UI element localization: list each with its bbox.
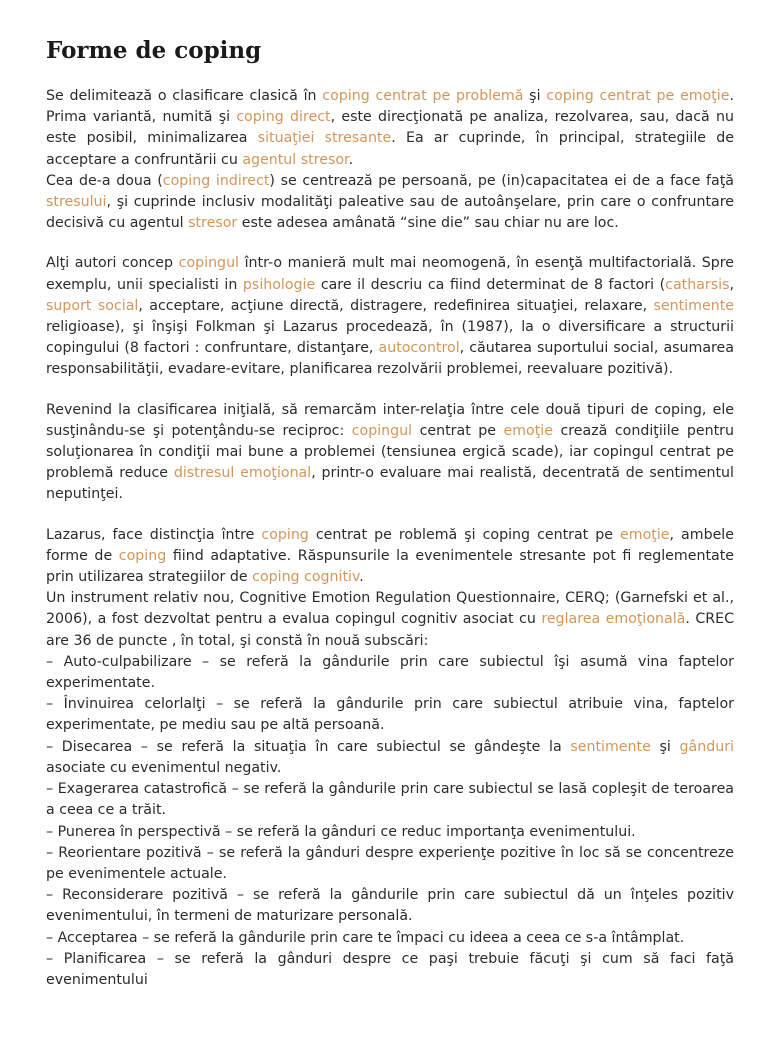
inline-link[interactable]: autocontrol xyxy=(378,340,460,357)
paragraph-text: , acceptare, acţiune directă, distragere, redefinirea situaţiei, relaxare, xyxy=(138,297,654,314)
inline-link[interactable]: emoţie xyxy=(620,526,670,543)
paragraph-text: – Auto-culpabilizare – se referă la gândurile prin care subiectul îşi asumă vina faptelor experimentate. xyxy=(46,653,734,692)
inline-link[interactable]: coping indirect xyxy=(162,172,270,189)
inline-link[interactable]: copingul xyxy=(351,422,413,439)
paragraph-text: crează condiţiile pentru soluţionarea în condiţii mai bune a problemei (tensiunea ergică scade), iar copingul centrat pe problemă reduce xyxy=(46,422,734,482)
paragraph-text: Lazarus, face distincţia între xyxy=(46,526,262,543)
paragraph-text: şi xyxy=(650,738,680,755)
paragraph-text: care il descriu ca fiind determinat de 8 factori ( xyxy=(315,276,666,293)
paragraph-text: centrat pe xyxy=(412,422,504,439)
inline-link[interactable]: coping centrat pe problemă xyxy=(322,88,524,104)
inline-link[interactable]: situaţiei stresante xyxy=(257,130,392,147)
paragraph-text: – Reconsiderare pozitivă – se referă la gândurile prin care subiectul dă un înţeles pozitiv evenimentului, în termeni de maturizare personală. xyxy=(46,887,734,925)
inline-link[interactable]: suport social xyxy=(46,297,139,314)
inline-link[interactable]: coping direct xyxy=(236,109,331,126)
inline-link[interactable]: stresului xyxy=(46,194,107,211)
inline-link[interactable]: emoţie xyxy=(503,422,553,439)
paragraph-text: Revenind la clasificarea iniţială, să remarcăm inter-relaţia între cele două tipuri de coping, ele susţinându-se şi potenţându-se reciproc: xyxy=(46,401,734,439)
paragraph-text: este adesea amânată “sine die” sau chiar nu are loc. xyxy=(237,215,619,232)
paragraph xyxy=(46,525,734,991)
paragraph-text: fiind adaptative. Răspunsurile la evenimentele stresante pot fi reglementate prin utilizarea strategiilor de xyxy=(46,547,734,586)
paragraph-text: – Planificarea – se referă la gânduri despre ce paşi trebuie făcuţi şi cum să faci faţă evenimentului xyxy=(46,950,734,988)
inline-link[interactable]: coping xyxy=(261,526,309,543)
paragraph xyxy=(46,253,734,380)
inline-link[interactable]: psihologie xyxy=(242,276,316,293)
paragraph-text: într-o manieră mult mai neomogenă, în esenţă multifactorială. Spre exemplu, unii specialisti in xyxy=(46,255,734,293)
paragraph-text: centrat pe roblemă şi coping centrat pe xyxy=(308,526,621,543)
paragraph-text: , xyxy=(729,276,734,293)
paragraph-text: Se delimitează o clasificare clasică în xyxy=(46,88,323,104)
inline-link[interactable]: reglarea emoţională xyxy=(541,611,686,628)
paragraph-text: . Prima variantă, numită şi xyxy=(46,88,734,126)
article-body xyxy=(46,86,734,991)
inline-link[interactable]: distresul emoţional xyxy=(173,465,312,482)
paragraph-text: , căutarea suportului social, asumarea responsabilităţii, evadare-evitare, planificarea rezolvării problemei, reevaluare pozitivă). xyxy=(46,340,734,378)
paragraph-text: . xyxy=(359,569,364,586)
inline-link[interactable]: gânduri xyxy=(679,738,734,755)
inline-link[interactable]: agentul stresor xyxy=(242,151,349,168)
paragraph-text: . CREC are 36 de puncte , în total, şi constă în nouă subscări: xyxy=(46,611,735,649)
paragraph-text: – Acceptarea – se referă la gândurile prin care te împaci cu ideea a ceea ce s-a întâmplat. xyxy=(46,929,685,946)
inline-link[interactable]: sentimente xyxy=(653,297,734,314)
paragraph-text: Alţi autori concep xyxy=(46,255,179,272)
inline-link[interactable]: copingul xyxy=(178,255,239,272)
paragraph-text: . Ea ar cuprinde, în principal, strategiile de acceptare a confruntării cu xyxy=(46,130,734,168)
article xyxy=(0,37,768,991)
inline-link[interactable]: coping centrat pe emoţie xyxy=(546,88,730,104)
paragraph xyxy=(46,400,734,506)
paragraph-text: . xyxy=(348,151,354,168)
paragraph-text: asociate cu evenimentul negativ. xyxy=(46,759,282,776)
paragraph-text: – Reorientare pozitivă – se referă la gânduri despre experienţe pozitive în loc să se concentreze pe evenimentele actuale. xyxy=(46,844,734,882)
paragraph-text: , ambele forme de xyxy=(46,526,734,564)
paragraph-text: – Învinuirea celorlalţi – se referă la gândurile prin care subiectul atribuie vina, faptelor experimentate, pe mediu sau pe altă persoană. xyxy=(46,696,734,734)
paragraph xyxy=(46,86,734,234)
paragraph-text: religioase), şi înşişi Folkman şi Lazarus procedează, în (1987), la o diversificare a structurii copingului (8 factori : confruntare, distanţare, xyxy=(46,319,734,357)
inline-link[interactable]: coping cognitiv xyxy=(252,569,360,586)
inline-link[interactable]: sentimente xyxy=(570,738,651,755)
inline-link[interactable]: coping xyxy=(118,547,167,564)
paragraph-text: ) se centrează pe persoană, pe (in)capacitatea ei de a face faţă xyxy=(269,172,734,189)
page-title: Forme de coping xyxy=(46,37,262,64)
paragraph-text: şi xyxy=(523,88,547,104)
paragraph-text: , este direcţionată pe analiza, rezolvarea, sau, dacă nu este posibil, minimalizarea xyxy=(46,109,734,147)
inline-link[interactable]: catharsis xyxy=(665,276,730,293)
paragraph-text: Un instrument relativ nou, Cognitive Emotion Regulation Questionnaire, CERQ; (Garnefski et al., 2006), a fost dezvoltat pentru a evalua copingul cognitiv asociat cu xyxy=(46,590,734,628)
paragraph-text: , printr-o evaluare mai realistă, decentrată de sentimentul neputinţei. xyxy=(46,465,734,503)
paragraph-text: – Disecarea – se referă la situaţia în care subiectul se gândeşte la xyxy=(46,738,571,755)
paragraph-text: – Punerea în perspectivă – se referă la gânduri ce reduc importanţa evenimentului. xyxy=(46,823,636,840)
paragraph-text: , şi cuprinde inclusiv modalităţi paleative sau de autoânşelare, prin care o confruntare decisivă cu agentul xyxy=(46,194,734,232)
paragraph-text: – Exagerarea catastrofică – se referă la gândurile prin care subiectul se lasă copleşit de teroarea a ceea ce a trăit. xyxy=(46,781,734,819)
paragraph-text: Cea de-a doua ( xyxy=(46,172,163,189)
inline-link[interactable]: stresor xyxy=(188,215,238,232)
